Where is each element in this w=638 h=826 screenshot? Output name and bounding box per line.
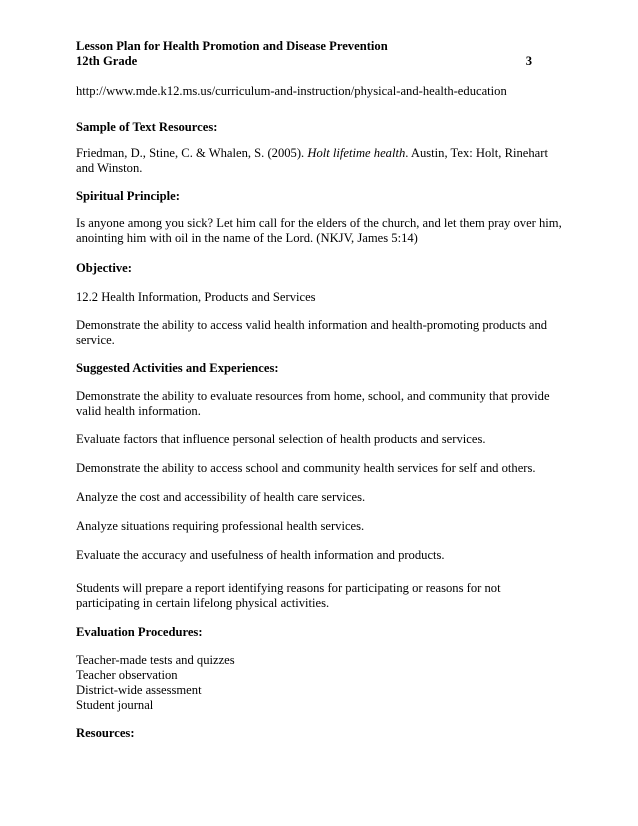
- objective-heading: Objective:: [76, 261, 132, 275]
- spiritual-line2: anointing him with oil in the name of the Lord. (NKJV, James 5:14): [76, 231, 418, 245]
- activities-heading: Suggested Activities and Experiences:: [76, 361, 279, 375]
- text-resources-heading: Sample of Text Resources:: [76, 120, 218, 134]
- activity-2: Evaluate factors that influence personal selection of health products and services.: [76, 432, 486, 446]
- citation-rest: . Austin, Tex: Holt, Rinehart: [405, 146, 548, 160]
- citation-authors: Friedman, D., Stine, C. & Whalen, S. (2005).: [76, 146, 308, 160]
- citation-line2: and Winston.: [76, 161, 143, 175]
- objective-text: [76, 318, 547, 348]
- objective-line1: Demonstrate the ability to access valid health information and health-promoting products and: [76, 318, 548, 332]
- evaluation-item: Teacher-made tests and quizzes: [76, 653, 235, 667]
- evaluation-heading: Evaluation Procedures:: [76, 625, 203, 639]
- evaluation-item: Teacher observation: [76, 668, 178, 682]
- activity-1-line2: valid health information.: [76, 404, 201, 418]
- activity-3: Demonstrate the ability to access school and community health services for self and others.: [76, 461, 536, 475]
- spiritual-heading: Spiritual Principle:: [76, 189, 180, 203]
- spiritual-line1: Is anyone among you sick? Let him call for the elders of the church, and let them pray over him,: [76, 216, 562, 230]
- activity-7-line1: Students will prepare a report identifying reasons for participating or reasons for not: [76, 581, 501, 595]
- evaluation-list: [76, 653, 235, 713]
- activity-1: [76, 389, 550, 419]
- activity-5: Analyze situations requiring professional health services.: [76, 519, 365, 533]
- activity-4: Analyze the cost and accessibility of health care services.: [76, 490, 366, 504]
- resources-heading: Resources:: [76, 726, 135, 740]
- objective-code: 12.2 Health Information, Products and Services: [76, 290, 316, 304]
- activity-6: Evaluate the accuracy and usefulness of health information and products.: [76, 548, 445, 562]
- activity-1-line1: Demonstrate the ability to evaluate resources from home, school, and community that provide: [76, 389, 550, 403]
- document-title: Lesson Plan for Health Promotion and Disease Prevention: [76, 39, 388, 53]
- grade-label: 12th Grade: [76, 54, 138, 68]
- citation-title: Holt lifetime health: [307, 146, 406, 160]
- objective-line2: service.: [76, 333, 115, 347]
- spiritual-text: [76, 216, 562, 246]
- page-number: 3: [525, 54, 532, 68]
- evaluation-item: District-wide assessment: [76, 683, 202, 697]
- evaluation-item: Student journal: [76, 698, 154, 712]
- activity-7-line2: participating in certain lifelong physical activities.: [76, 596, 330, 610]
- header-row: [76, 54, 532, 69]
- citation: [76, 146, 548, 176]
- activity-7: [76, 581, 501, 611]
- curriculum-url: http://www.mde.k12.ms.us/curriculum-and-instruction/physical-and-health-education: [76, 84, 507, 98]
